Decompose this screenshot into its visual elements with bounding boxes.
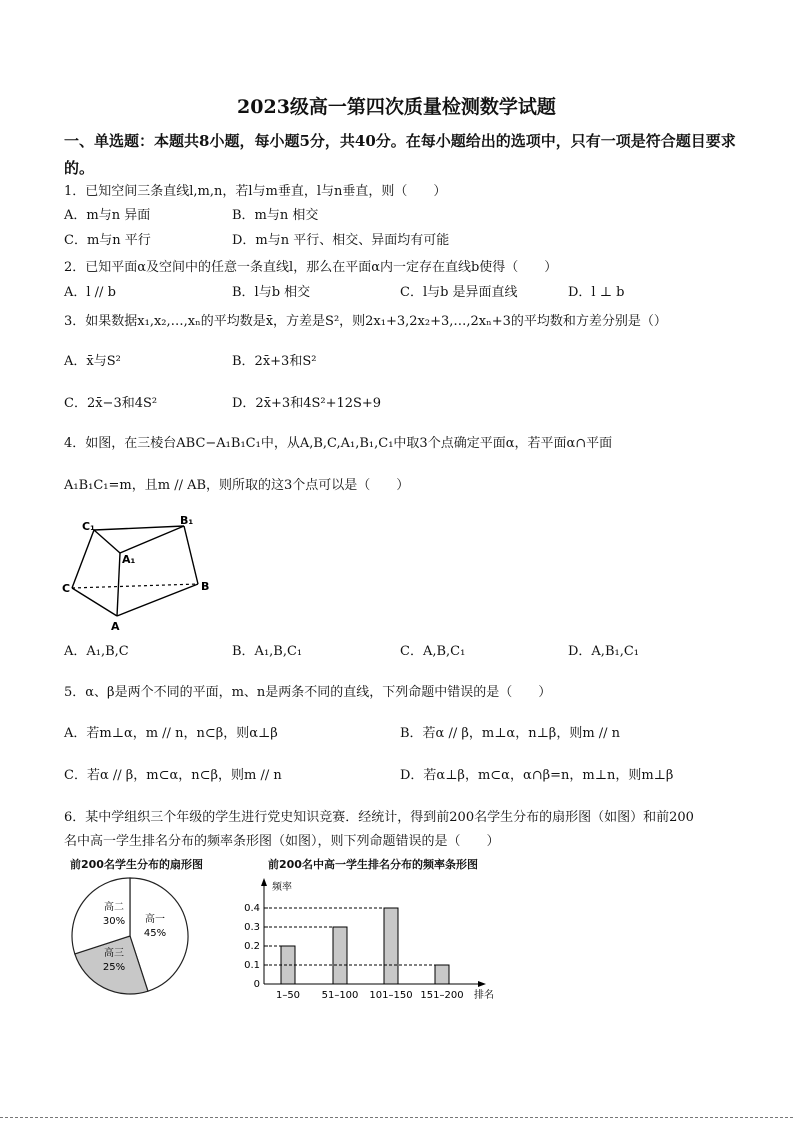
q3-option-c[interactable]: C．2x̄−3和4S²	[64, 396, 158, 411]
pie-title: 前200名学生分布的扇形图	[70, 858, 203, 871]
bar-3	[435, 965, 449, 984]
edge-ca	[72, 588, 117, 616]
x-axis-arrow	[478, 981, 486, 987]
q1-option-a[interactable]: A．m与n 异面	[64, 208, 151, 223]
x-axis-label: 排名	[474, 990, 494, 1001]
q4-option-b[interactable]: B．A₁,B,C₁	[232, 644, 303, 659]
q2-option-a[interactable]: A．l // b	[64, 285, 116, 300]
y-tick-label: 0.3	[244, 922, 260, 933]
y-tick-label: 0.2	[244, 941, 260, 952]
y-tick-label: 0.1	[244, 960, 260, 971]
label-b1: B₁	[180, 514, 194, 527]
x-tick-label: 51–100	[321, 990, 359, 1001]
y-axis-label: 频率	[272, 882, 292, 893]
x-tick-label: 1–50	[275, 990, 301, 1001]
q5-option-a[interactable]: A．若m⊥α，m // n，n⊂β，则α⊥β	[64, 726, 278, 741]
pie-label-grade3: 高三	[104, 948, 124, 959]
q3-stem: 3．如果数据x₁,x₂,…,xₙ的平均数是x̄，方差是S²，则2x₁+3,2x₂+3,…,2xₙ+3的平均数和方差分别是（）	[64, 314, 667, 329]
bar-chart-title: 前200名中高一学生排名分布的频率条形图	[268, 858, 478, 871]
x-tick-label: 151–200	[420, 990, 464, 1001]
edge-c1a1	[94, 530, 120, 553]
q3-option-b[interactable]: B．2x̄+3和S²	[232, 354, 317, 369]
bar-1	[333, 927, 347, 984]
q4-option-d[interactable]: D．A,B₁,C₁	[568, 644, 639, 659]
edge-b1b	[184, 526, 198, 584]
edge-ab	[117, 584, 198, 616]
edge-a1a	[117, 553, 120, 616]
q2-stem: 2．已知平面α及空间中的任意一条直线l，那么在平面α内一定存在直线b使得（ ）	[64, 260, 558, 275]
x-tick-label: 101–150	[369, 990, 413, 1001]
q4-stem-line1: 4．如图，在三棱台ABC−A₁B₁C₁中，从A,B,C,A₁,B₁,C₁中取3个点确定平面α，若平面α∩平面	[64, 436, 613, 451]
pie-label-grade1: 高一	[145, 914, 165, 925]
q4-stem-line2: A₁B₁C₁=m，且m // AB，则所取的这3个点可以是（ ）	[64, 478, 410, 493]
q3-option-a[interactable]: A．x̄与S²	[64, 354, 121, 369]
q4-option-a[interactable]: A．A₁,B,C	[64, 644, 129, 659]
label-c: C	[62, 582, 71, 595]
y-tick-label: 0	[253, 979, 260, 990]
page-title: 2023级高一第四次质量检测数学试题	[237, 96, 556, 118]
q2-option-b[interactable]: B．l与b 相交	[232, 285, 311, 300]
edge-cb-hidden	[72, 584, 198, 588]
q5-option-d[interactable]: D．若α⊥β，m⊂α，α∩β=n，m⊥n，则m⊥β	[400, 768, 674, 783]
pie-chart	[68, 874, 198, 998]
label-b: B	[201, 580, 210, 593]
bar-2	[384, 908, 398, 984]
footer-rule	[0, 1117, 793, 1118]
q1-option-d[interactable]: D．m与n 平行、相交、异面均有可能	[232, 233, 450, 248]
q5-stem: 5．α、β是两个不同的平面，m、n是两条不同的直线，下列命题中错误的是（ ）	[64, 685, 552, 700]
pie-pct-grade1: 45%	[143, 928, 167, 939]
bar-0	[281, 946, 295, 984]
q3-option-d[interactable]: D．2x̄+3和4S²+12S+9	[232, 396, 382, 411]
q4-option-c[interactable]: C．A,B,C₁	[400, 644, 466, 659]
q2-option-d[interactable]: D．l ⊥ b	[568, 285, 625, 300]
q5-option-c[interactable]: C．若α // β，m⊂α，n⊂β，则m // n	[64, 768, 282, 783]
label-c1: C₁	[82, 520, 95, 533]
edge-c1c	[72, 530, 94, 588]
edge-c1b1	[94, 526, 184, 530]
frustum-figure	[60, 514, 220, 634]
q2-option-c[interactable]: C．l与b 是异面直线	[400, 285, 518, 300]
q1-stem: 1．已知空间三条直线l,m,n，若l与m垂直，l与n垂直，则（ ）	[64, 184, 447, 199]
y-axis-arrow	[261, 878, 267, 886]
q1-option-b[interactable]: B．m与n 相交	[232, 208, 319, 223]
pie-pct-grade3: 25%	[102, 962, 126, 973]
q1-option-c[interactable]: C．m与n 平行	[64, 233, 151, 248]
q5-option-b[interactable]: B．若α // β，m⊥α，n⊥β，则m // n	[400, 726, 621, 741]
q6-stem-line1: 6．某中学组织三个年级的学生进行党史知识竞赛．经统计，得到前200名学生分布的扇形图（如图）和前200	[64, 810, 694, 825]
q6-stem-line2: 名中高一学生排名分布的频率条形图（如图），则下列命题错误的是（ ）	[64, 834, 500, 849]
bar-chart	[236, 872, 506, 1006]
section-heading: 一、单选题：本题共8小题，每小题5分，共40分。在每小题给出的选项中，只有一项是符合题目要求的。	[64, 132, 736, 177]
pie-label-grade2: 高二	[104, 902, 124, 913]
label-a: A	[111, 620, 120, 633]
y-tick-label: 0.4	[244, 903, 260, 914]
label-a1: A₁	[122, 553, 136, 566]
edge-a1b1	[120, 526, 184, 553]
pie-pct-grade2: 30%	[102, 916, 126, 927]
